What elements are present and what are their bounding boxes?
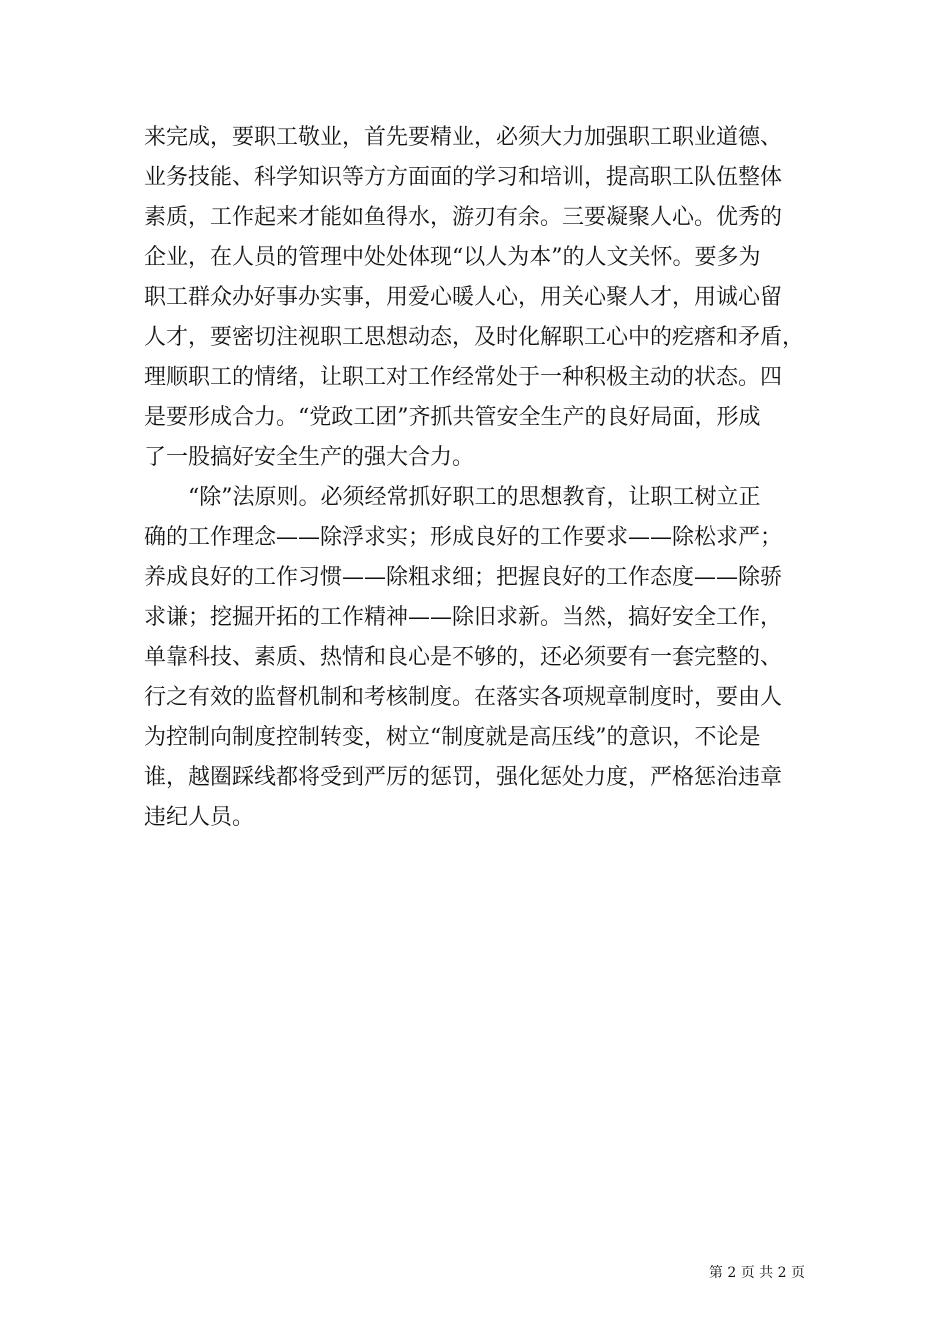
- text-line: 行之有效的监督机制和考核制度。在落实各项规章制度时，要由人: [144, 685, 783, 710]
- text-line: 为控制向制度控制转变，树立“制度就是高压线”的意识，不论是: [144, 725, 761, 750]
- text-line: 人才，要密切注视职工思想动态，及时化解职工心中的疙瘩和矛盾，: [144, 325, 805, 350]
- text-line: “除”法原则。必须经常抓好职工的思想教育，让职工树立正: [144, 485, 761, 510]
- text-line: 谁，越圈踩线都将受到严厉的惩罚，强化惩处力度，严格惩治违章: [144, 765, 783, 790]
- page-number: 第 2 页 共 2 页: [708, 1265, 805, 1281]
- body-text: [144, 118, 808, 838]
- text-line: 违纪人员。: [144, 805, 255, 830]
- text-line: 理顺职工的情绪，让职工对工作经常处于一种积极主动的状态。四: [144, 365, 783, 390]
- text-line: 是要形成合力。“党政工团”齐抓共管安全生产的良好局面，形成: [144, 405, 761, 430]
- text-line: 养成良好的工作习惯——除粗求细；把握良好的工作态度——除骄: [144, 565, 783, 590]
- text-line: 求谦；挖掘开拓的工作精神——除旧求新。当然，搞好安全工作，: [144, 605, 783, 630]
- text-line: 了一股搞好安全生产的强大合力。: [144, 445, 475, 470]
- text-line: 企业，在人员的管理中处处体现“以人为本”的人文关怀。要多为: [144, 245, 761, 270]
- text-line: 职工群众办好事办实事，用爱心暖人心，用关心聚人才，用诚心留: [144, 285, 783, 310]
- text-line: 单靠科技、素质、热情和良心是不够的，还必须要有一套完整的、: [144, 645, 783, 670]
- text-line: 确的工作理念——除浮求实；形成良好的工作要求——除松求严；: [144, 525, 783, 550]
- text-line: 来完成，要职工敬业，首先要精业，必须大力加强职工职业道德、: [144, 125, 783, 150]
- text-line: 业务技能、科学知识等方方面面的学习和培训，提高职工队伍整体: [144, 165, 783, 190]
- text-line: 素质，工作起来才能如鱼得水，游刃有余。三要凝聚人心。优秀的: [144, 205, 783, 230]
